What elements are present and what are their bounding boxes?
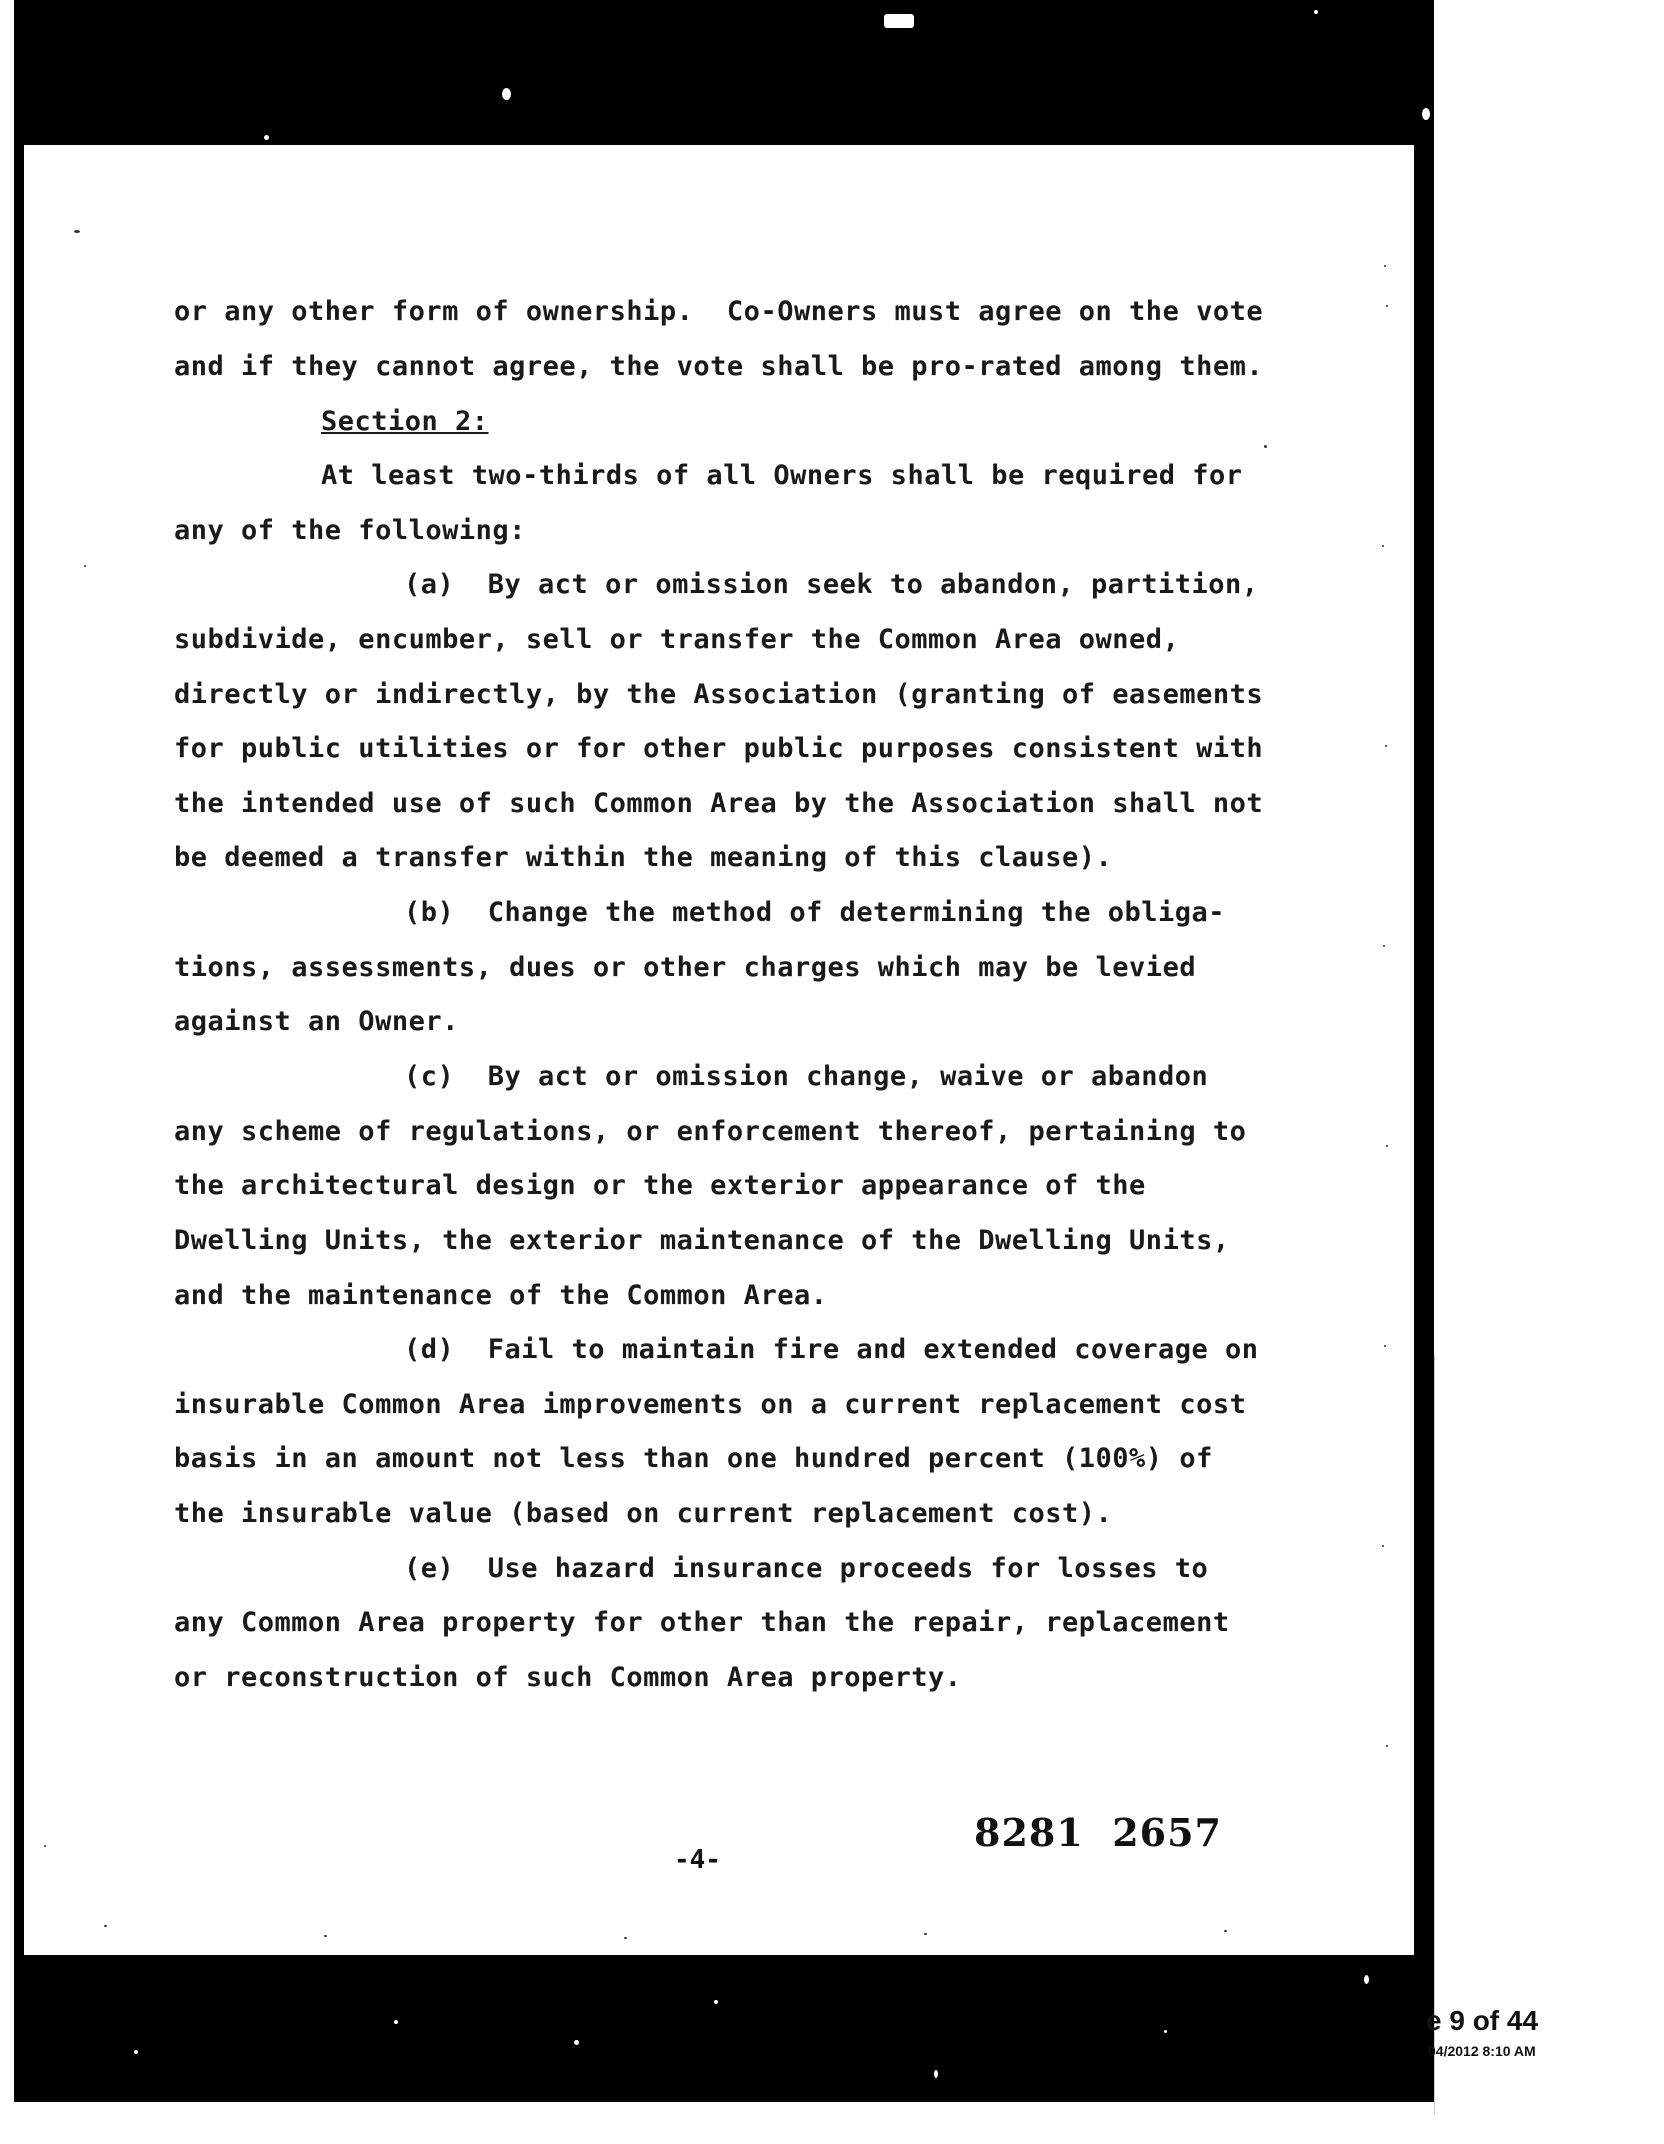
print-timestamp: 04/2012 8:10 AM <box>1428 2043 1536 2059</box>
section-heading: Section 2: <box>321 406 489 437</box>
text-line: against an Owner. <box>174 1006 459 1037</box>
text-line: tions, assessments, dues or other charges which may be levied <box>174 952 1197 983</box>
clause-b: (b) Change the method of determining the obliga- <box>404 897 1226 928</box>
clause-c: (c) By act or omission change, waive or abandon <box>404 1061 1209 1092</box>
text-line: Dwelling Units, the exterior maintenance of the Dwelling Units, <box>174 1225 1230 1256</box>
text-line: the insurable value (based on current replacement cost). <box>174 1498 1113 1529</box>
text-line: the architectural design or the exterior appearance of the <box>174 1170 1146 1201</box>
text-line: any scheme of regulations, or enforcement thereof, pertaining to <box>174 1116 1247 1147</box>
page-number: -4- <box>674 1845 721 1875</box>
clause-a: (a) By act or omission seek to abandon, partition, <box>404 569 1259 600</box>
recording-number: 8281 2657 <box>974 1810 1222 1855</box>
text-line: insurable Common Area improvements on a current replacement cost <box>174 1389 1247 1420</box>
text-line: basis in an amount not less than one hundred percent (100%) of <box>174 1443 1213 1474</box>
document-page <box>24 145 1414 1955</box>
text-line: for public utilities or for other public purposes consistent with <box>174 733 1264 764</box>
clause-e: (e) Use hazard insurance proceeds for losses to <box>404 1553 1209 1584</box>
text-line: At least two-thirds of all Owners shall be required for <box>321 460 1243 491</box>
clause-d: (d) Fail to maintain fire and extended coverage on <box>404 1334 1259 1365</box>
text-line: directly or indirectly, by the Association (granting of easements <box>174 679 1264 710</box>
text-line: be deemed a transfer within the meaning of this clause). <box>174 842 1113 873</box>
viewer-side-panel <box>1434 1355 1664 2115</box>
page-counter: e 9 of 44 <box>1426 2005 1539 2036</box>
text-line: any of the following: <box>174 515 526 546</box>
text-line: or any other form of ownership. Co-Owners must agree on the vote <box>174 296 1264 327</box>
text-line: and if they cannot agree, the vote shall be pro-rated among them. <box>174 351 1264 382</box>
text-line: the intended use of such Common Area by the Association shall not <box>174 788 1264 819</box>
text-line: subdivide, encumber, sell or transfer the Common Area owned, <box>174 624 1180 655</box>
text-line: and the maintenance of the Common Area. <box>174 1280 828 1311</box>
text-line: any Common Area property for other than the repair, replacement <box>174 1607 1230 1638</box>
text-line: or reconstruction of such Common Area property. <box>174 1662 962 1693</box>
